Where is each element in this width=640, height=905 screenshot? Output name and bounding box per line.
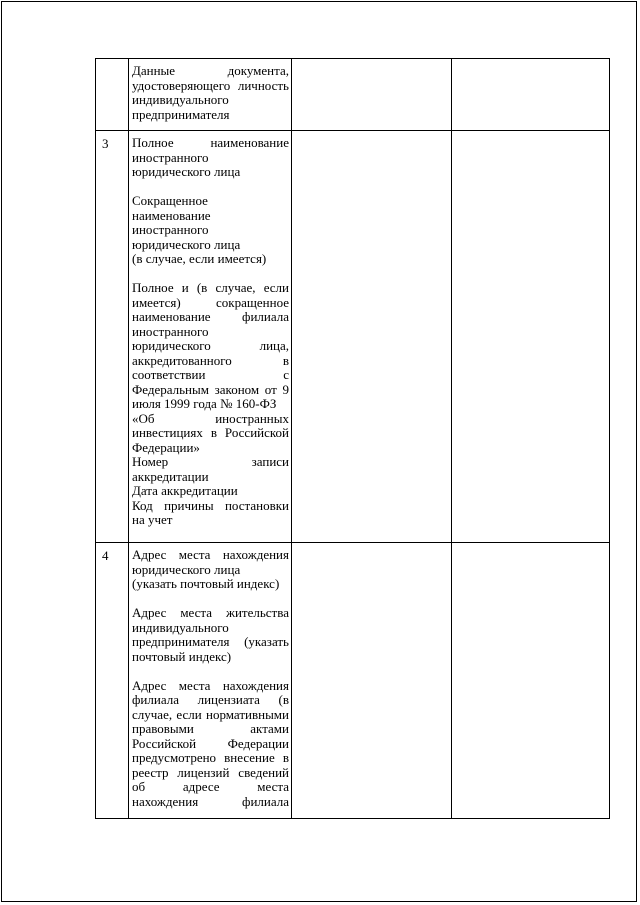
field-label-paragraph: [132, 679, 289, 810]
field-label-line: наименование филиала: [132, 309, 289, 324]
field-value-cell[interactable]: [292, 131, 452, 543]
field-label-line: юридического лица: [132, 164, 241, 179]
field-label-line: имеется) сокращенное: [132, 294, 289, 310]
row-number: [96, 59, 129, 131]
field-label-line: предусмотрено внесение в: [132, 750, 289, 765]
field-label-line: Федерации»: [132, 439, 200, 455]
field-label-line: иностранного: [132, 323, 209, 339]
field-label-line: Данные документа,: [132, 63, 289, 78]
field-label-line: почтовый индекс): [132, 648, 232, 664]
field-label-line: наименование: [132, 207, 211, 223]
field-label-line: случае, если нормативными: [132, 706, 289, 722]
field-label-line: на учет: [132, 512, 173, 527]
field-label-line: Номер записи: [132, 454, 289, 469]
field-label-line: юридического лица: [132, 561, 241, 577]
field-label-line: Федеральным законом от 9: [132, 381, 289, 397]
field-extra-cell[interactable]: [452, 131, 610, 543]
field-label-paragraph: [132, 64, 289, 122]
field-label-line: Сокращенное: [132, 193, 208, 208]
field-label-line: иностранного: [132, 222, 209, 237]
table-row: [96, 59, 610, 131]
field-extra-cell[interactable]: [452, 543, 610, 819]
field-label-line: юридического лица: [132, 236, 241, 252]
field-label-line: филиала лицензиата (в: [132, 692, 289, 707]
field-label-cell: [129, 131, 292, 543]
field-value-cell[interactable]: [292, 543, 452, 819]
field-label-line: Адрес места нахождения: [132, 677, 289, 693]
field-label-line: юридического лица,: [132, 338, 289, 353]
field-label-line: Код причины постановки: [132, 497, 289, 513]
field-label-paragraph: [132, 281, 289, 528]
field-label-line: аккредитованного в: [132, 352, 289, 368]
field-label-cell: [129, 59, 292, 131]
field-label-line: (в случае, если имеется): [132, 251, 267, 266]
field-label-line: правовыми актами: [132, 721, 289, 736]
row-number: 4: [96, 543, 129, 819]
field-label-line: Адрес места нахождения: [132, 547, 289, 562]
field-label-paragraph: [132, 136, 289, 180]
field-label-line: предпринимателя (указать: [132, 634, 289, 649]
field-label-line: иностранного: [132, 149, 209, 165]
field-label-cell: [129, 543, 292, 819]
field-label-line: июля 1999 года № 160-ФЗ: [132, 396, 277, 411]
field-label-line: (указать почтовый индекс): [132, 576, 280, 591]
field-label-line: Полное наименование: [132, 135, 289, 150]
field-label-line: индивидуального: [132, 619, 229, 635]
field-label-line: соответствии с: [132, 367, 289, 382]
table-row: [96, 543, 610, 819]
field-label-paragraph: [132, 606, 289, 664]
field-label-paragraph: [132, 548, 289, 592]
field-label-line: нахождения филиала: [132, 793, 289, 809]
table-row: [96, 131, 610, 543]
form-table: [95, 58, 610, 819]
row-number: 3: [96, 131, 129, 543]
field-label-line: Адрес места жительства: [132, 605, 289, 620]
field-label-line: реестр лицензий сведений: [132, 764, 289, 780]
field-label-line: Российской Федерации: [132, 735, 289, 751]
field-extra-cell[interactable]: [452, 59, 610, 131]
field-label-line: предпринимателя: [132, 106, 230, 122]
field-value-cell[interactable]: [292, 59, 452, 131]
field-label-line: инвестициях в Российской: [132, 425, 289, 440]
field-label-line: Полное и (в случае, если: [132, 280, 289, 295]
field-label-line: об адресе места: [132, 779, 289, 794]
field-label-line: удостоверяющего личность: [132, 77, 289, 93]
field-label-line: «Об иностранных: [132, 410, 289, 426]
field-label-line: индивидуального: [132, 92, 229, 107]
field-label-line: аккредитации: [132, 468, 209, 484]
field-label-paragraph: [132, 194, 289, 267]
field-label-line: Дата аккредитации: [132, 483, 238, 498]
